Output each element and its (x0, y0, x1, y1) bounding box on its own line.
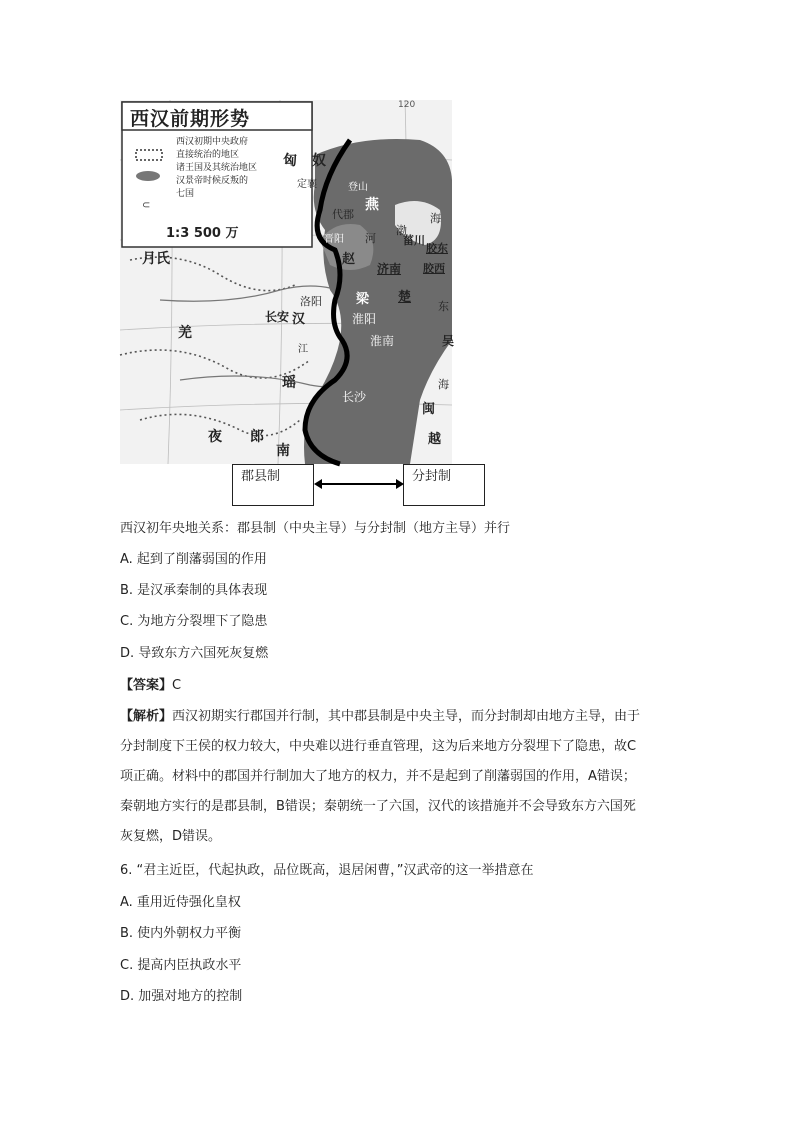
q5-analysis (120, 702, 680, 852)
place-dingxiang: 定襄 (297, 179, 317, 190)
place-xiongnu-2: 奴 (312, 153, 326, 169)
place-yue: 越 (428, 432, 442, 447)
place-ye: 夜 (208, 429, 222, 445)
q5-option-b: B. 是汉承秦制的具体表现 (120, 583, 268, 598)
question-6-stem: 6. “君主近臣，代起执政，品位既高，退居闲曹，”汉武帝的这一举措意在 (120, 863, 534, 878)
q6-option-a: A. 重用近侍强化皇权 (120, 895, 241, 910)
place-yuezhi: 月氏 (142, 251, 170, 267)
place-lang: 郎 (250, 429, 264, 445)
place-jiaodong: 胶东 (426, 242, 448, 255)
place-han: 汉 (292, 312, 306, 327)
box-fenfeng: 分封制 (403, 464, 485, 506)
analysis-line-1: 西汉初期实行郡国并行制，其中郡县制是中央主导，而分封制却由地方主导，由于 (172, 709, 641, 724)
place-huainan: 淮南 (370, 334, 395, 348)
svg-text:⊂: ⊂ (142, 200, 151, 211)
place-xiongnu-1: 匈 (283, 153, 297, 169)
q5-answer (120, 677, 181, 695)
place-daijun: 代郡 (332, 208, 354, 221)
analysis-line-4: 秦朝地方实行的是郡县制，B错误；秦朝统一了六国，汉代的该措施并不会导致东方六国死 (120, 799, 636, 814)
analysis-label: 【解析】 (120, 709, 173, 724)
place-nan: 南 (276, 443, 290, 459)
place-yan: 燕 (365, 197, 379, 213)
box-junxian: 郡县制 (232, 464, 314, 506)
place-jiaoxi: 胶西 (423, 262, 445, 275)
place-wu: 吴 (442, 334, 455, 348)
legend-line-1: 西汉初期中央政府 (176, 137, 249, 147)
place-yao: 瑶 (282, 375, 296, 391)
answer-value: C (172, 678, 182, 693)
answer-label: 【答案】 (120, 678, 173, 693)
place-jiang: 江 (298, 344, 308, 355)
place-he: 河 (365, 232, 376, 245)
double-arrow-icon (314, 474, 404, 494)
q5-option-a: A. 起到了削藩弱国的作用 (120, 552, 267, 567)
place-dengshan: 登山 (348, 182, 368, 193)
analysis-line-5: 灰复燃，D错误。 (120, 829, 222, 844)
place-hai-2: 海 (438, 378, 449, 391)
place-zhao: 赵 (342, 252, 356, 267)
map-figure (120, 100, 455, 464)
map-title: 西汉前期形势 (130, 108, 251, 130)
place-qiang: 羌 (178, 325, 192, 341)
q6-option-d: D. 加强对地方的控制 (120, 989, 243, 1004)
place-hai-1: 海 (430, 212, 441, 225)
q5-option-d: D. 导致东方六国死灰复燃 (120, 646, 269, 661)
map-longitude-label: 120 (398, 100, 416, 110)
place-chu: 楚 (398, 290, 412, 305)
place-changan: 长安 (265, 310, 290, 324)
place-zichuan: 菑川 (403, 234, 425, 247)
place-jinan: 济南 (377, 262, 402, 276)
place-huaiyang: 淮阳 (352, 312, 377, 326)
map-legend (176, 136, 257, 201)
legend-line-4: 汉景帝时候反叛的 (176, 176, 249, 186)
place-dong: 东 (438, 300, 449, 313)
legend-line-5: 七国 (176, 189, 195, 199)
place-jinyang: 晋阳 (324, 234, 344, 245)
place-liang: 梁 (356, 292, 370, 307)
q6-option-c: C. 提高内臣执政水平 (120, 958, 242, 973)
question-5-stem: 西汉初年央地关系：郡县制（中央主导）与分封制（地方主导）并行 (120, 521, 511, 536)
legend-line-3: 诸王国及其统治地区 (176, 163, 258, 173)
q6-option-b: B. 使内外朝权力平衡 (120, 926, 242, 941)
place-min: 闽 (422, 402, 436, 417)
map-scale: 1:3 500 万 (166, 226, 239, 241)
analysis-line-2: 分封制度下王侯的权力较大，中央难以进行垂直管理，这为后来地方分裂埋下了隐患，故C (120, 739, 637, 754)
place-luoyang: 洛阳 (300, 295, 322, 308)
q5-option-c: C. 为地方分裂埋下了隐患 (120, 614, 268, 629)
analysis-line-3: 项正确。材料中的郡国并行制加大了地方的权力，并不是起到了削藩弱国的作用，A错误； (120, 769, 636, 784)
place-bo: 渤 (396, 224, 407, 237)
legend-line-2: 直接统治的地区 (176, 150, 240, 160)
place-changsha: 长沙 (342, 390, 367, 404)
